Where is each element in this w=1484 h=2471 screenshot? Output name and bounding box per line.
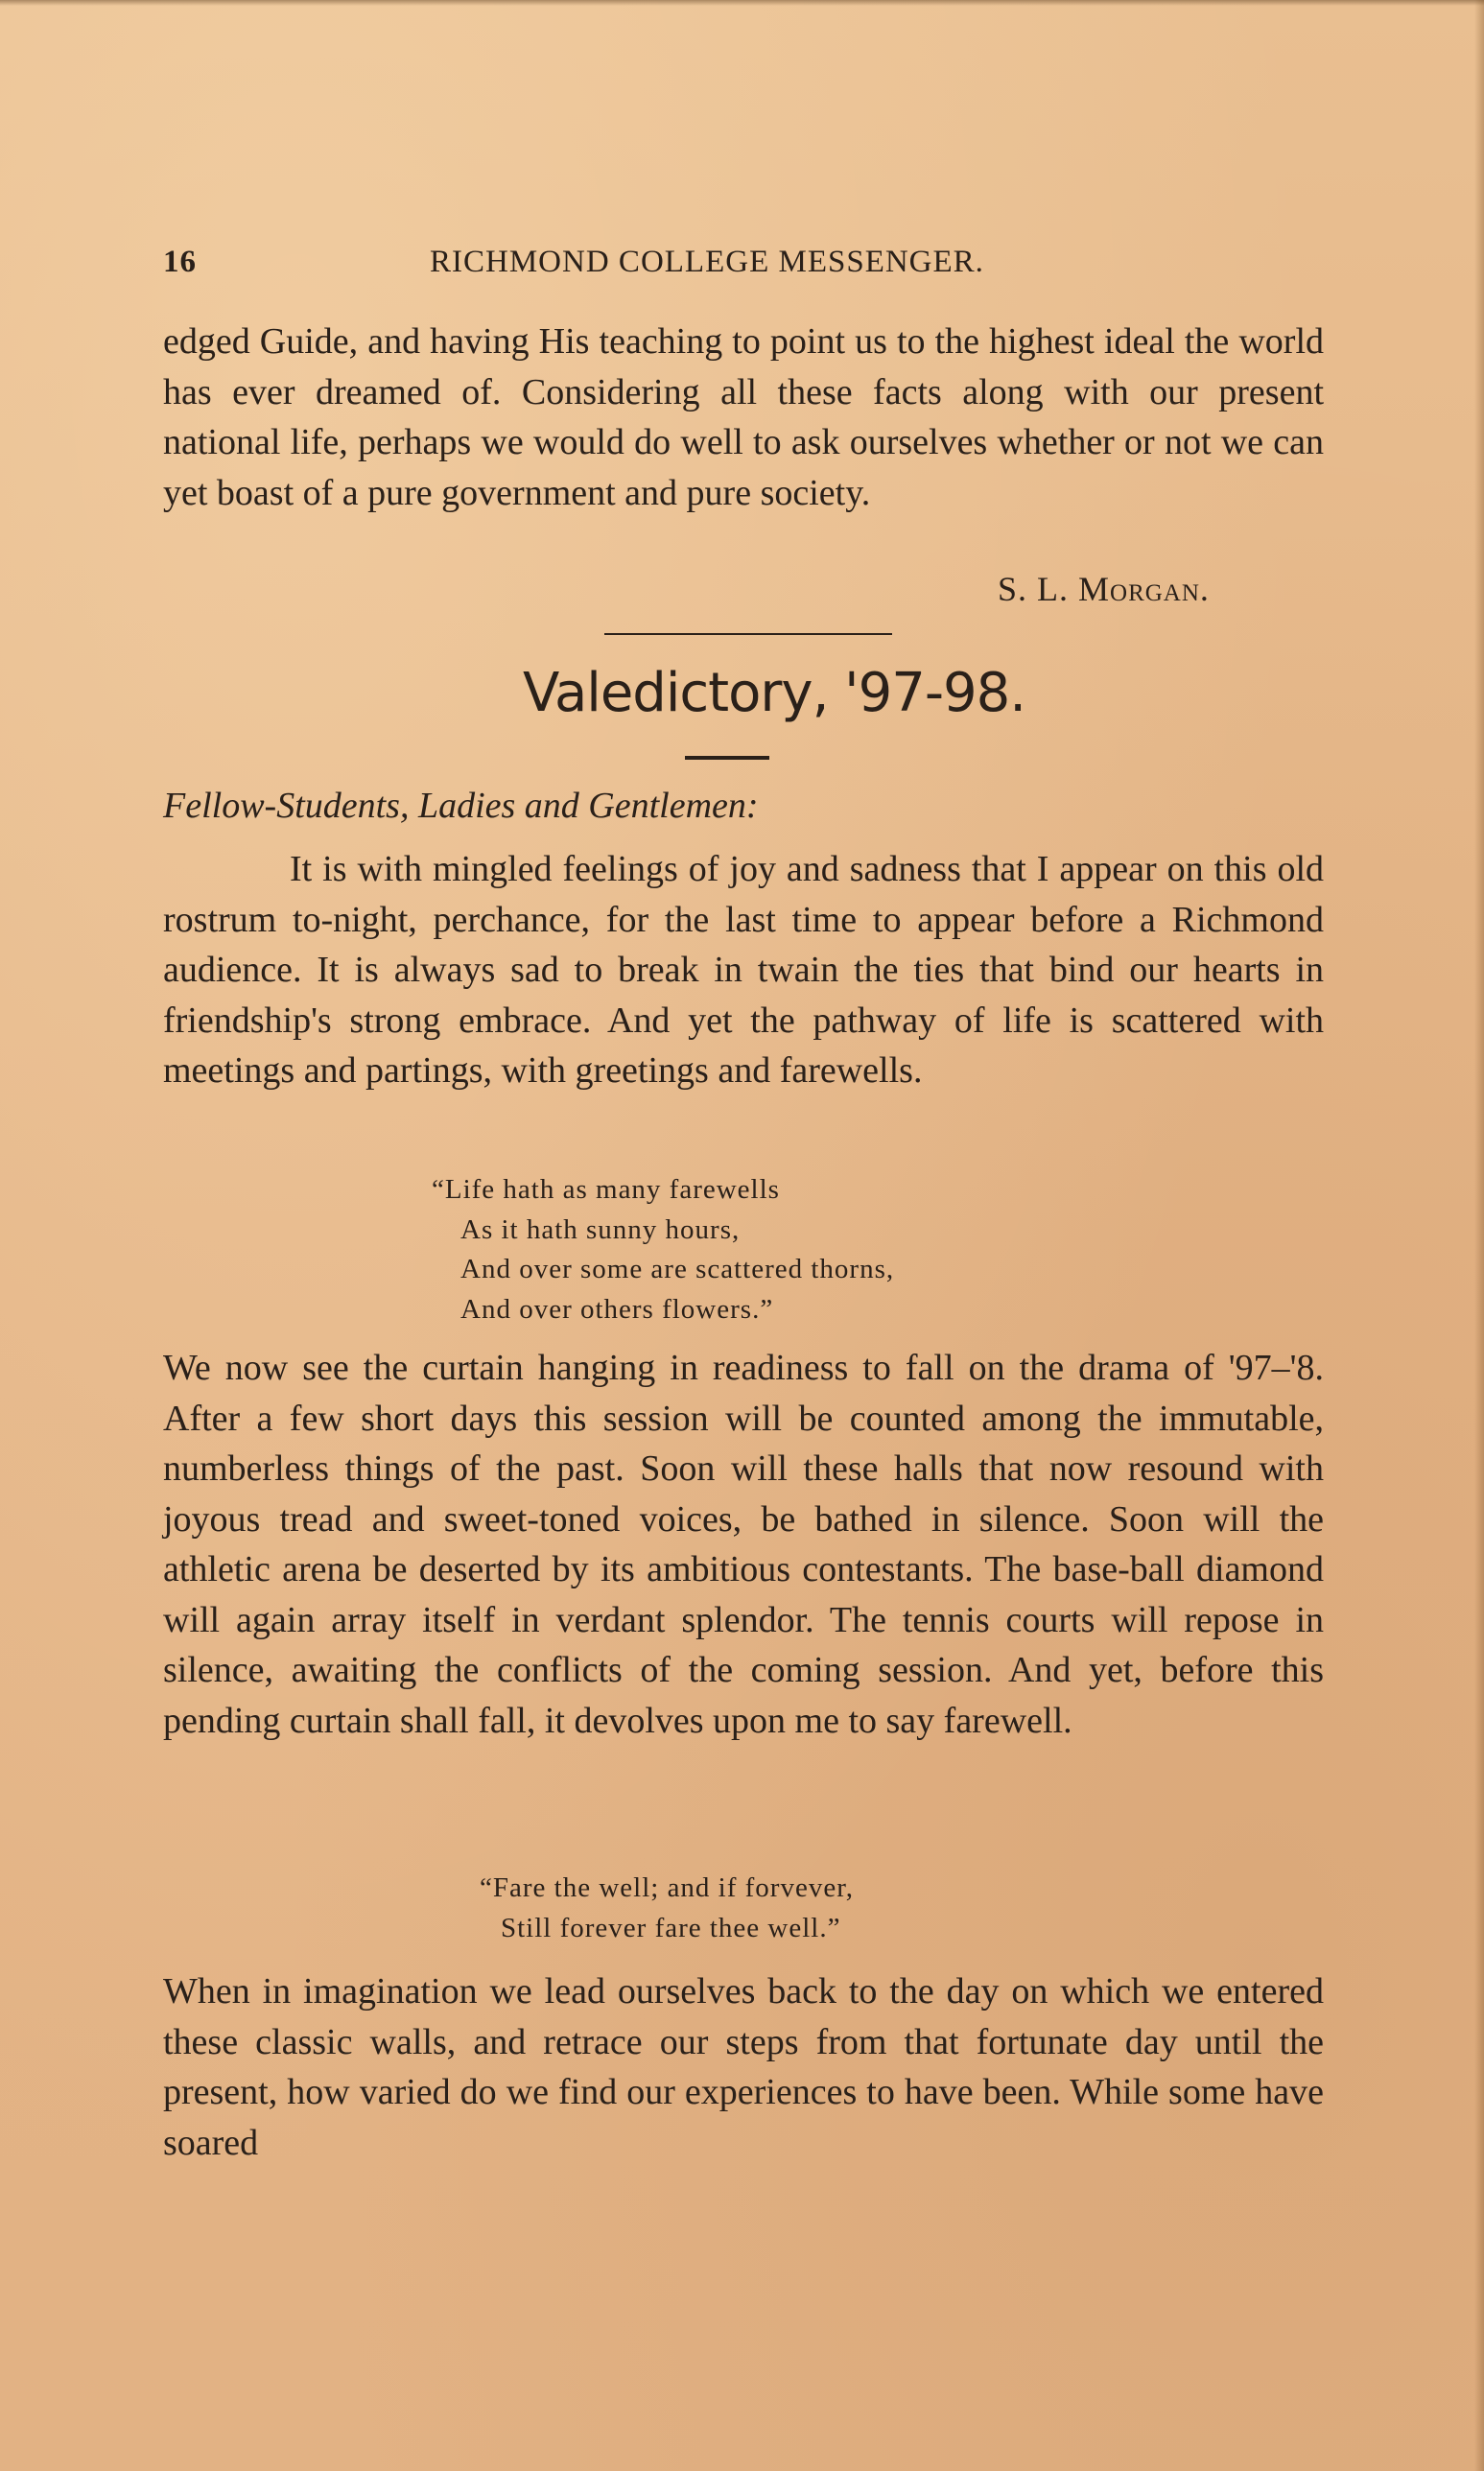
author-signature <box>998 569 1210 609</box>
section-divider <box>604 633 892 635</box>
verse-quotation-1 <box>432 1170 894 1330</box>
verse-line: And over others flowers.” <box>460 1293 774 1325</box>
continued-paragraph: edged Guide, and having His teaching to point us to the highest ideal the world has ever dreamed of. Considering all these facts along with our present national life, perhaps we would do well to ask ourselves whether or not we can yet boast of a pure government and pure society. <box>163 321 1324 513</box>
running-head <box>163 245 1324 293</box>
title-underline <box>685 756 769 760</box>
page-edge-shadow <box>0 0 1484 6</box>
verse-line: Still forever fare thee well.” <box>501 1912 841 1943</box>
verse-line: As it hath sunny hours, <box>460 1213 741 1245</box>
paragraph-3: When in imagination we lead ourselves back to the day on which we entered these classic walls, and retrace our steps from that fortunate day until the present, how varied do we find our experiences to have been. While some have soared <box>163 1971 1324 2163</box>
author-initials: S. L. <box>998 570 1070 608</box>
paragraph-1: It is with mingled feelings of joy and sadness that I appear on this old rostrum to-night, perchance, for the last time to appear before a Richmond audience. It is always sad to break in twain the ties that bind our hearts in friendship's strong embrace. And yet the pathway of life is scattered with meetings and partings, with greetings and farewells. <box>163 849 1324 1091</box>
page-number: 16 <box>163 245 197 279</box>
page-edge-shadow <box>1474 0 1484 2471</box>
journal-title: RICHMOND COLLEGE MESSENGER. <box>430 245 984 279</box>
verse-quotation-2 <box>480 1869 854 1948</box>
author-surname: Morgan. <box>1078 570 1210 608</box>
verse-line: “Life hath as many farewells <box>432 1174 780 1205</box>
salutation: Fellow-Students, Ladies and Gentlemen: <box>163 786 759 826</box>
verse-line: And over some are scattered thorns, <box>460 1254 895 1284</box>
paragraph-2: We now see the curtain hanging in readiness to fall on the drama of '97–'8. After a few short days this session will be counted among the immutable, numberless things of the past. Soon will these halls that now resound with joyous tread and sweet-toned voices, be bathed in silence. Soon will the athletic arena be deserted by its ambitious contestants. The base-ball diamond will again array itself in verdant splendor. The tennis courts will repose in silence, awaiting the conflicts of the coming session. And yet, before this pending curtain shall fall, it devolves upon me to say farewell. <box>163 1348 1324 1741</box>
verse-line: “Fare the well; and if forvever, <box>480 1872 854 1903</box>
article-title: Valedictory, '97-98. <box>523 662 1026 724</box>
